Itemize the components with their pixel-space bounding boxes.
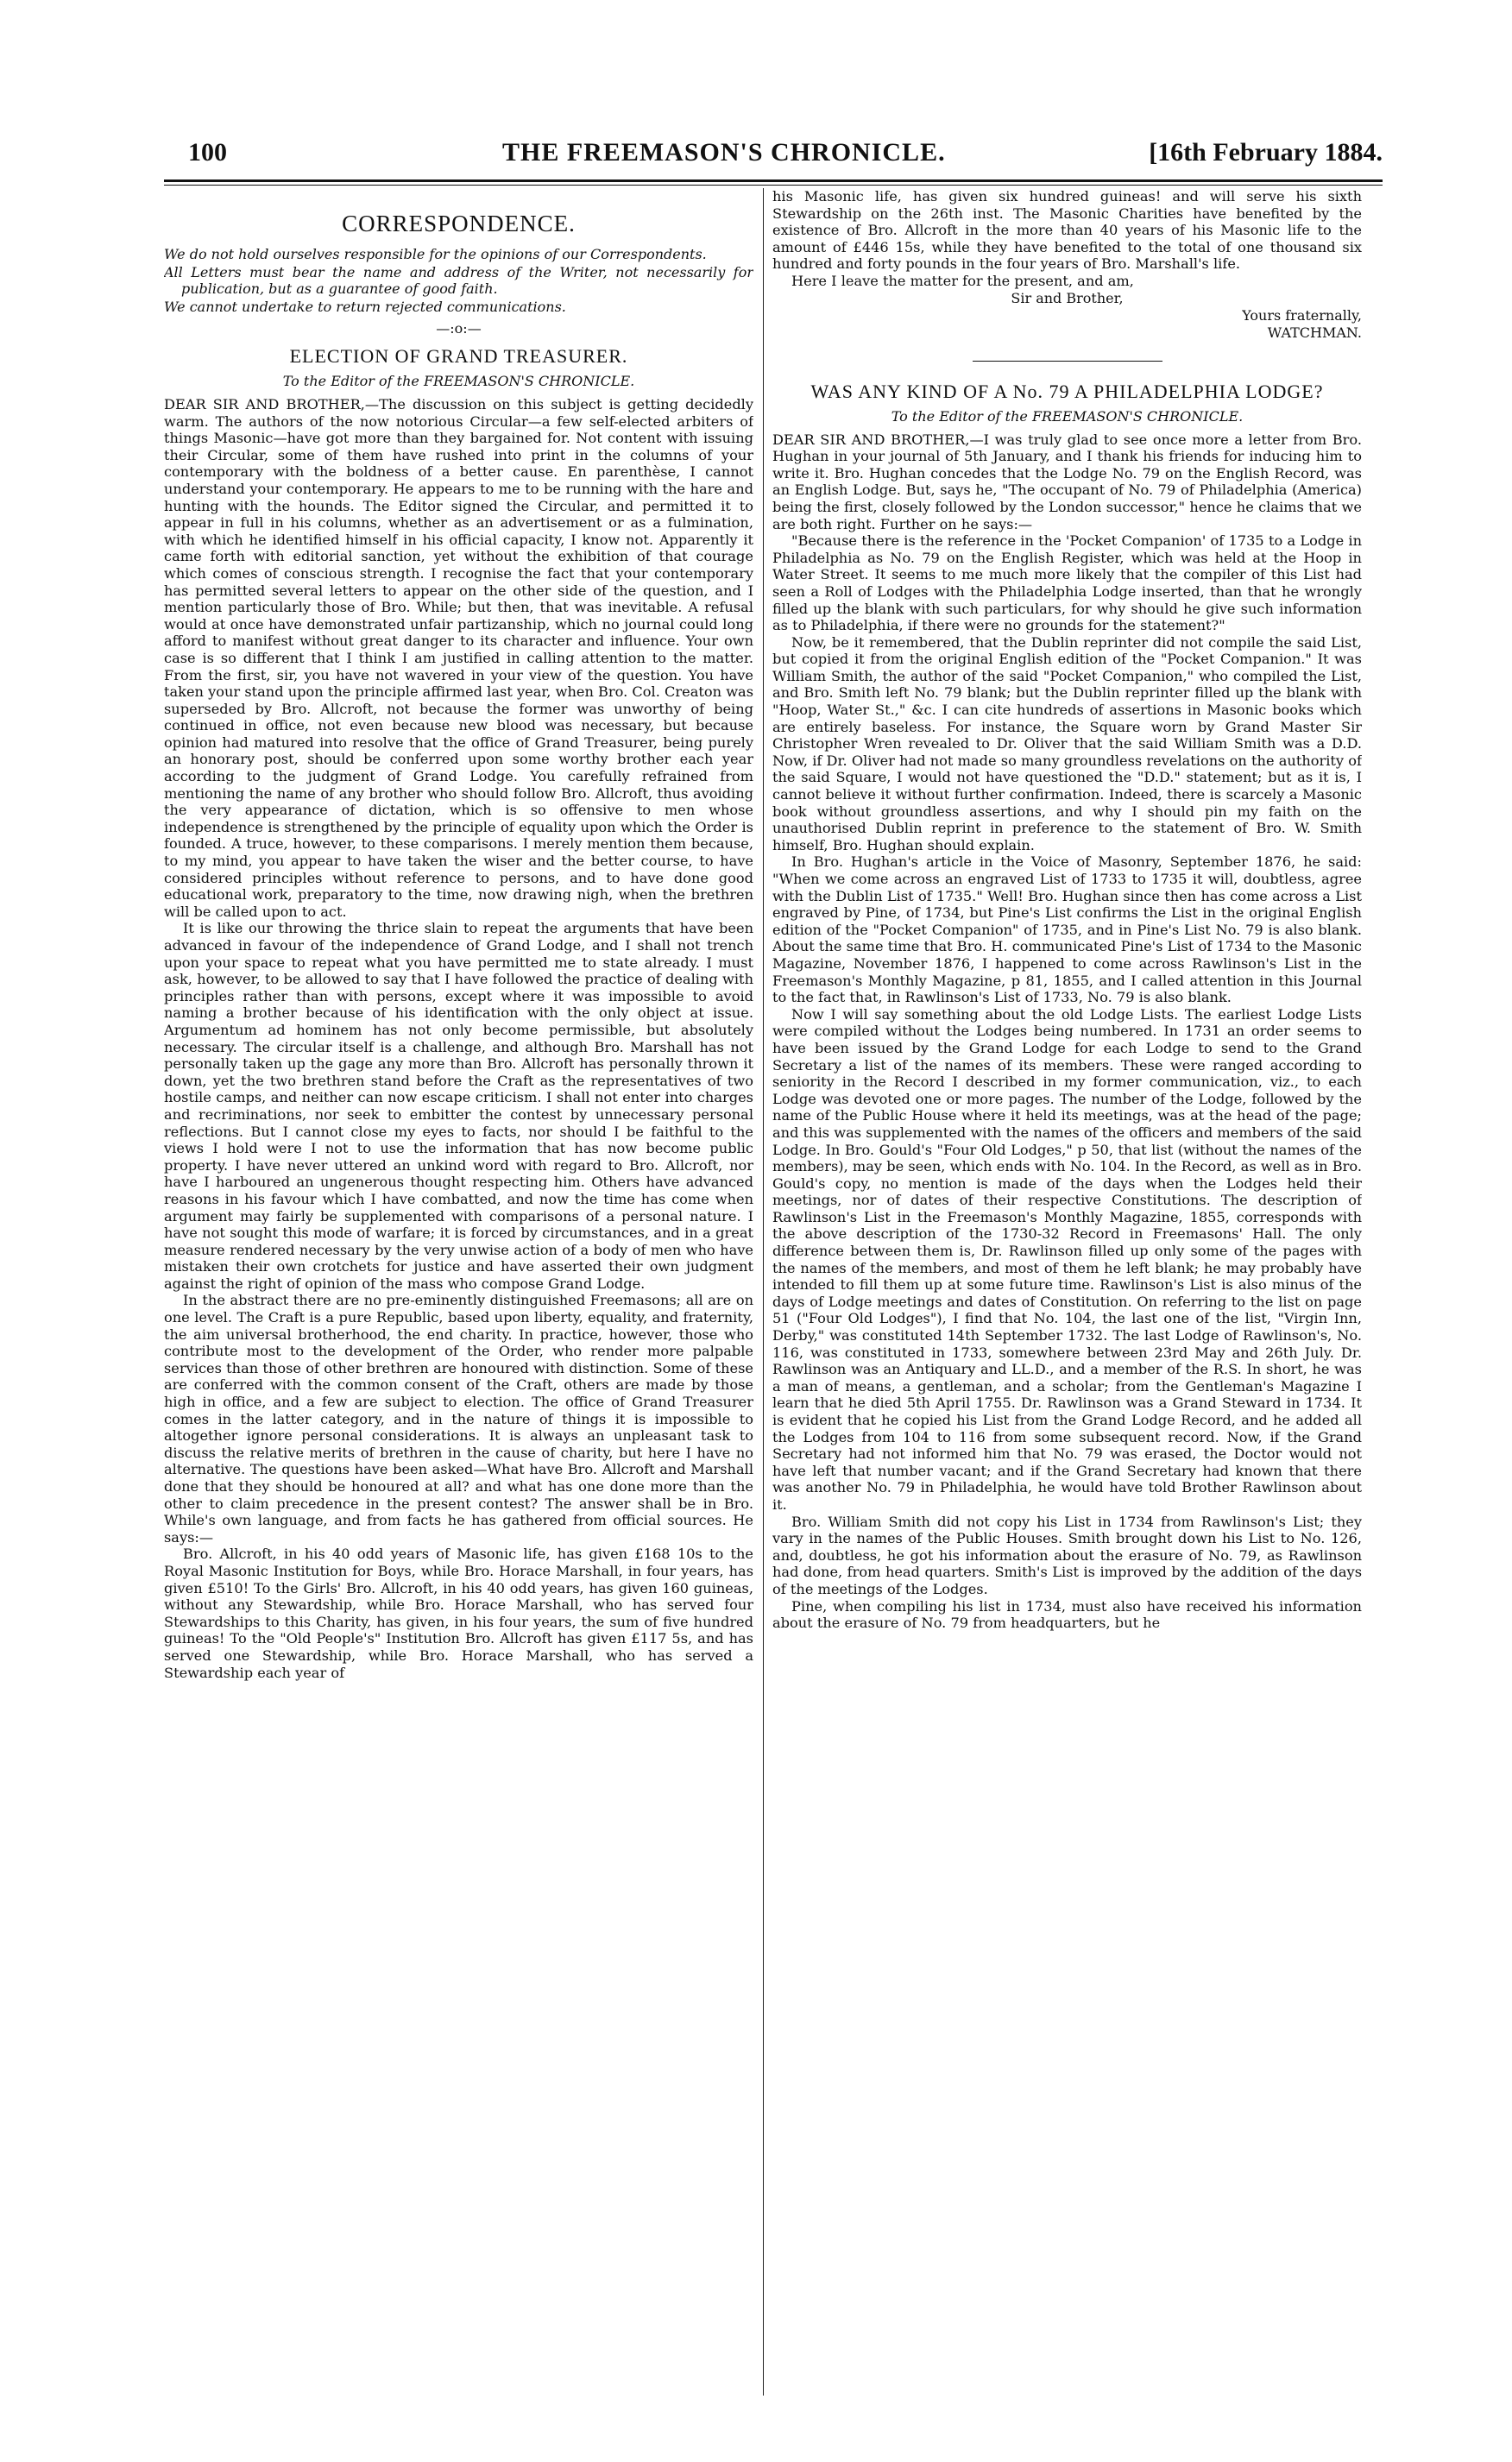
section-title: CORRESPONDENCE. [342, 211, 576, 236]
article-paragraph: DEAR SIR AND BROTHER,—The discussion on this subject is getting decidedly warm. The authors of the now notorious Circular—a few self-elected arbiters of things Masonic—have got more than they bargained for. Not content with issuing their Circular, some of them have rushed into print in the columns of your contemporary with the boldness of a better cause. En parenthèse, I cannot understand your contemporary. He appears to me to be running with the hare and hunting with the hounds. The Editor signed the Circular, and permitted it to appear in full in his columns, whether as an advertisement or as a fulmination, with which he identified himself in his official capacity, I know not. Apparently it came forth with editorial sanction, yet without the exhibition of that courage which comes of conscious strength. I recognise the fact that your contemporary has permitted several letters to appear on the other side of the question, and I mention particularly those of Bro. While; but then, that was inevitable. A refusal would at once have demonstrated unfair partizanship, which no journal could long afford to manifest without great danger to its character and influence. Your own case is so different that I think I am justified in calling attention to the matter. From the first, sir, you have not wavered in your view of the question. You have taken your stand upon the principle affirmed last year, when Bro. Col. Creaton was superseded by Bro. Allcroft, not because the former was unworthy of being continued in office, not even because new blood was necessary, but because opinion had matured into resolve that the office of Grand Treasurer, being purely an honorary post, should be conferred upon some worthy brother each year according to the judgment of Grand Lodge. You carefully refrained from mentioning the name of any brother who should follow Bro. Allcroft, thus avoiding the very appearance of dictation, which is so offensive to men whose independence is strengthened by the principle of equality upon which the Order is founded. A truce, however, to these comparisons. I merely mention them because, to my mind, you appear to have taken the wiser and the better course, to have considered principles without reference to persons, and to have done good educational work, preparatory to the time, now drawing nigh, when the brethren will be called upon to act. [164, 396, 753, 920]
letter-closing: Here I leave the matter for the present, and am, [791, 272, 1134, 289]
article-title-grand-treasurer: ELECTION OF GRAND TREASURER. [289, 345, 628, 367]
article-separator [973, 361, 1162, 362]
article-addressee: To the Editor of the FREEMASON'S CHRONICLE. [282, 373, 635, 389]
article-paragraph: Bro. Allcroft, in his 40 odd years of Masonic life, has given £168 10s to the Royal Masonic Institution for Boys, while Bro. Horace Marshall, in four years, has given £510! To the Girls' Bro. Allcroft, in his 40 odd years, has given 160 guineas, without any Stewardship, while Bro. Horace Marshall, who has served four Stewardships to this Charity, has given, in his four years, the sum of five hundred guineas! To the "Old People's" Institution Bro. Allcroft has given £117 5s, and has served one Stewardship, while Bro. Horace Marshall, who has served a Stewardship each year of [164, 1546, 753, 1681]
letter-valediction: Yours fraternally, [1242, 306, 1362, 324]
newspaper-title: THE FREEMASON'S CHRONICLE. [502, 138, 946, 167]
article-paragraph: DEAR SIR AND BROTHER,—I was truly glad to see once more a letter from Bro. Hughan in your journal of 5th January, and I thank his friends for inducing him to write it. Bro. Hughan concedes that the Lodge No. 79 on the English Record, was an English Lodge. But, says he, "The occupant of No. 79 of Philadelphia (America) being the first, closely followed by the London successor," hence he claims that we are both right. Further on he says:— [772, 431, 1362, 532]
article-paragraph: Now, be it remembered, that the Dublin reprinter did not compile the said List, but copied it from the original English edition of the "Pocket Companion." It was William Smith, the author of the said "Pocket Companion," who compiled the List, and Bro. Smith left No. 79 blank; but the Dublin reprinter filled up the blank with "Hoop, Water St.," &c. I can cite hundreds of assertions in Masonic books which are entirely baseless. For instance, the Square worn by Grand Master Sir Christopher Wren revealed to Dr. Oliver that the said William Smith was a D.D. Now, if Dr. Oliver had not made so many groundless revelations on the authority of the said Square, I would not have questioned the "D.D." statement; but as it is, I cannot believe it without further confirmation. Indeed, there is scarcely a Masonic book without groundless assertions, and why I should pin my faith on the unauthorised Dublin reprint in preference to the statement of Bro. W. Smith himself, Bro. Hughan should explain. [772, 633, 1362, 853]
article-paragraph: Pine, when compiling his list in 1734, must also have received his information about the erasure of No. 79 from headquarters, but he [772, 1597, 1362, 1632]
section-divider: —:o:— [436, 320, 482, 337]
article-paragraph: Now I will say something about the old Lodge Lists. The earliest Lodge Lists were compiled without the Lodges being numbered. In 1731 an order seems to have been issued by the Grand Lodge for each Lodge to send to the Grand Secretary a list of the names of its members. These were ranged according to seniority in the Record I described in my former communication, viz., to each Lodge was devoted one or more pages. The number of the Lodge, followed by the name of the Public House where it held its meetings, was at the head of the page; and this was supplemented with the names of the officers and members of the said Lodge. In Bro. Gould's "Four Old Lodges," p 50, that list (without the names of the members), may be seen, which ends with No. 104. In the Record, as well as in Bro. Gould's copy, no mention is made of the days when the Lodges held their meetings, nor of dates of their respective Constitutions. The description of Rawlinson's List in the Freemason's Monthly Magazine, 1855, corresponds with the above description of the 1730-32 Record in Freemasons' Hall. The only difference between them is, Dr. Rawlinson filled up only some of the pages with the names of the members, and most of them he left blank; he may probably have intended to fill them up at some future time. Rawlinson's List is also minus of the days of Lodge meetings and dates of Constitution. On referring to the list on page 51 ("Four Old Lodges"), I find that No. 104, the last one of the list, "Virgin Inn, Derby," was constituted 14th September 1732. The last Lodge of Rawlinson's, No. 116, was constituted in 1733, somewhere between 23rd May and 26th July. Dr. Rawlinson was an Antiquary and LL.D., and a member of the R.S. In short, he was a man of means, a gentleman, and a scholar; from the Gentleman's Magazine I learn that he died 5th April 1755. Dr. Rawlinson was a Grand Steward in 1734. It is evident that he copied his List from the Grand Lodge Record, and he added all the Lodges from 104 to 116 from some subsequent record. Now, if the Grand Secretary had not informed him that No. 79 was erased, the Doctor would not have left that number vacant; and if the Grand Secretary had known that there was another No. 79 in Philadelphia, he would have told Brother Rawlinson about it. [772, 1005, 1362, 1513]
newspaper-page [164, 138, 1383, 2399]
letter-salutation: Sir and Brother, [1011, 289, 1124, 306]
letter-signature: WATCHMAN. [1267, 324, 1362, 341]
notice-responsibility: We do not hold ourselves responsible for the opinions of our Correspondents. [164, 246, 707, 262]
masthead [164, 138, 1383, 176]
column-divider [763, 188, 764, 2396]
article-paragraph: "Because there is the reference in the 'Pocket Companion' of 1735 to a Lodge in Philadelphia as No. 79 on the English Register, which was held at the Hoop in Water Street. It seems to me much more likely that the compiler of this List had seen a Roll of Lodges with the Philadelphia Lodge inserted, than that he wrongly filled up the blank with such particulars, for why should he give such information as to Philadelphia, if there were no grounds for the statement?" [772, 532, 1362, 634]
masthead-rule-thin [164, 185, 1383, 186]
article-paragraph: In the abstract there are no pre-eminently distinguished Freemasons; all are on one level. The Craft is a pure Republic, based upon liberty, equality, and fraternity, the aim universal brotherhood, the end charity. In practice, however, those who contribute most to the development of the Order, who render more palpable services than those of other brethren are honoured with distinction. Some of these are conferred with the common consent of the Craft, others are made by those high in office, and a few are subject to election. The office of Grand Treasurer comes in the latter category, and in the nature of things it is impossible to altogether ignore personal considerations. It is always an unpleasant task to discuss the relative merits of brethren in the cause of charity, but here I have no alternative. The questions have been asked—What have Bro. Allcroft and Marshall done that they should be honoured at all? and what has one done more than the other to claim precedence in the present contest? The answer shall be in Bro. While's own language, and from facts he has gathered from official sources. He says:— [164, 1292, 753, 1546]
right-column [772, 188, 1362, 2396]
article-addressee: To the Editor of the FREEMASON'S CHRONICLE. [891, 407, 1244, 425]
notice-letters: All Letters must bear the name and address of the Writer, not necessarily for publication, but as a guarantee of good faith. [164, 264, 753, 297]
notice-rejected: We cannot undertake to return rejected communications. [164, 299, 566, 315]
issue-date: [16th February 1884. [1149, 138, 1383, 167]
page-number: 100 [188, 138, 227, 167]
left-column [164, 188, 753, 2396]
article-paragraph: Bro. William Smith did not copy his List in 1734 from Rawlinson's List; they vary in the names of the Public Houses. Smith brought down his List to No. 126, and, doubtless, he got his information about the erasure of No. 79, as Rawlinson had done, from head quarters. Smith's List is improved by the addition of the days of the meetings of the Lodges. [772, 1513, 1362, 1597]
article-paragraph: In Bro. Hughan's article in the Voice of Masonry, September 1876, he said: "When we come across an engraved List of 1733 to 1735 it will, doubtless, agree with the Dublin List of 1735." Well! Bro. Hughan since then has come across a List engraved by Pine, of 1734, but Pine's List confirms the List in the original English edition of the "Pocket Companion" of 1735, and in Pine's List No. 79 is also blank. About the same time that Bro. H. communicated Pine's List of 1734 to the Masonic Magazine, November 1876, I happened to come across Rawlinson's List in the Freemason's Monthly Magazine, p 81, 1855, and I called attention in this Journal to the fact that, in Rawlinson's List of 1733, No. 79 is also blank. [772, 853, 1362, 1006]
masthead-rule-thick [164, 179, 1383, 182]
article-paragraph: It is like our throwing the thrice slain to repeat the arguments that have been advanced in favour of the independence of Grand Lodge, and I shall not trench upon your space to repeat what you have permitted me to state already. I must ask, however, to be allowed to say that I have followed the practice of dealing with principles rather than with persons, except where it was impossible to avoid naming a brother because of his identification with the only object at issue. Argumentum ad hominem has not only become permissible, but absolutely necessary. The circular itself is a challenge, and although Bro. Marshall has not personally taken up the gage any more than Bro. Allcroft has personally thrown it down, yet the two brethren stand before the Craft as the representatives of two hostile camps, and neither can now escape criticism. I shall not enter into charges and recriminations, nor seek to embitter the contest by unnecessary personal reflections. But I cannot close my eyes to facts, nor should I be faithful to the views I hold were I not to use the information that has now become public property. I have never uttered an unkind word with regard to Bro. Allcroft, nor have I harboured an ungenerous thought respecting him. Others have advanced reasons in his favour which I have combatted, and now the time has come when argument may fairly be supplemented with comparisons of a personal nature. I have not sought this mode of warfare; it is forced by circumstances, and in a great measure rendered necessary by the very unwise action of a body of men who have mistaken their own crotchets for justice and have asserted their own judgment against the right of opinion of the mass who compose Grand Lodge. [164, 920, 753, 1292]
article-title-philadelphia: WAS ANY KIND OF A No. 79 A PHILADELPHIA LODGE? [810, 380, 1324, 402]
article-continuation: his Masonic life, has given six hundred guineas! and will serve his sixth Stewardship on the 26th inst. The Masonic Charities have benefited by the existence of Bro. Allcroft in the more than 40 years of his Masonic life to the amount of £446 15s, while they have benefited to the total of one thousand six hundred and forty pounds in the four years of Bro. Marshall's life. [772, 188, 1362, 273]
